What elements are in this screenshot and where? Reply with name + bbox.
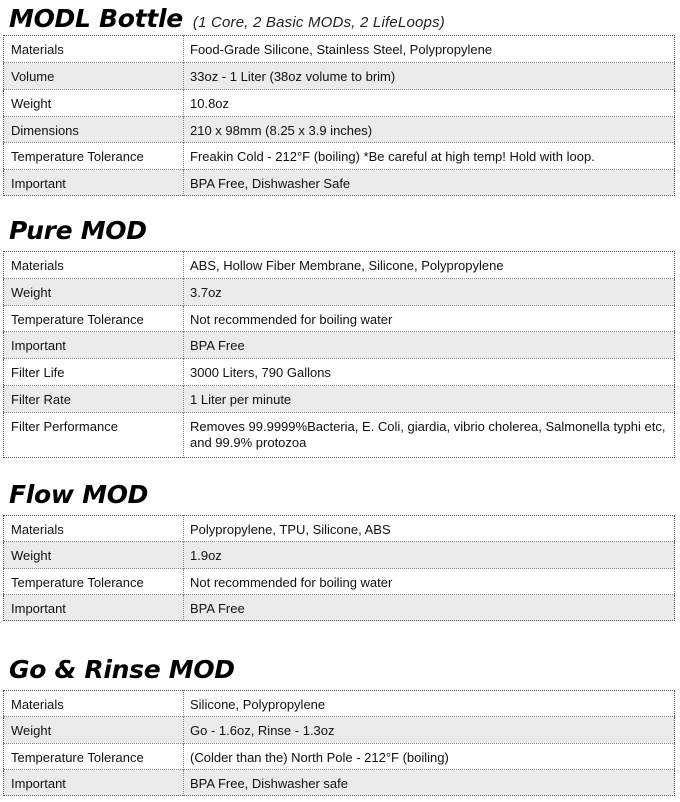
row-value: 33oz - 1 Liter (38oz volume to brim): [184, 63, 675, 90]
spec-table: [3, 35, 675, 196]
table-row: [4, 90, 675, 117]
row-label: Weight: [4, 90, 184, 117]
row-label: Materials: [11, 258, 64, 273]
row-value: Silicone, Polypropylene: [184, 691, 675, 717]
row-label: Weight: [4, 279, 184, 306]
row-label: Filter Rate: [4, 386, 184, 413]
table-row: [4, 63, 675, 90]
row-label: Weight: [4, 717, 184, 744]
row-value: Food-Grade Silicone, Stainless Steel, Polypropylene: [184, 36, 675, 63]
row-value: Freakin Cold - 212°F (boiling) *Be careful at high temp! Hold with loop.: [184, 143, 675, 170]
row-value: ABS, Hollow Fiber Membrane, Silicone, Polypropylene: [184, 252, 675, 279]
table-row: [4, 332, 675, 359]
table-row: [4, 279, 675, 306]
row-label: Temperature Tolerance: [4, 744, 184, 770]
row-value: 3.7oz: [184, 279, 675, 306]
table-row: [4, 117, 675, 143]
row-value: Removes 99.9999%Bacteria, E. Coli, giardia, vibrio cholerea, Salmonella typhi etc, and 99.9% protozoa: [184, 413, 675, 458]
table-row: [4, 36, 675, 63]
section-title: Go & Rinse MOD: [9, 655, 235, 684]
section-heading: [9, 4, 445, 33]
table-row: [4, 306, 675, 332]
table-row: [4, 516, 675, 542]
row-value: BPA Free: [184, 332, 675, 359]
table-row: [4, 359, 675, 386]
row-value: 1.9oz: [184, 542, 675, 569]
table-row: [4, 413, 675, 458]
row-value: Go - 1.6oz, Rinse - 1.3oz: [184, 717, 675, 744]
row-label: Filter Performance: [4, 413, 184, 458]
row-value: 10.8oz: [184, 90, 675, 117]
row-label: Important: [4, 332, 184, 359]
row-label: Materials: [11, 522, 64, 537]
row-value: 210 x 98mm (8.25 x 3.9 inches): [184, 117, 675, 143]
row-label: Temperature Tolerance: [4, 143, 184, 170]
table-row: [4, 744, 675, 770]
row-value: (Colder than the) North Pole - 212°F (boiling): [184, 744, 675, 770]
row-label: Volume: [4, 63, 184, 90]
spec-table: [3, 251, 675, 458]
table-row: [4, 569, 675, 595]
spec-table: [3, 690, 675, 796]
row-label: Temperature Tolerance: [4, 569, 184, 595]
row-value: BPA Free: [184, 595, 675, 621]
row-value: Polypropylene, TPU, Silicone, ABS: [184, 516, 675, 542]
row-label: Weight: [4, 542, 184, 569]
table-row: [4, 143, 675, 170]
row-value: 3000 Liters, 790 Gallons: [184, 359, 675, 386]
table-row: [4, 770, 675, 796]
row-label: Filter Life: [4, 359, 184, 386]
table-row: [4, 717, 675, 744]
row-label: Important: [4, 595, 184, 621]
table-row: [4, 386, 675, 413]
section-title: Pure MOD: [9, 216, 147, 245]
row-label: Temperature Tolerance: [4, 306, 184, 332]
row-value: BPA Free, Dishwasher Safe: [184, 170, 675, 196]
spec-table: [3, 515, 675, 621]
table-row: [4, 691, 675, 717]
table-row: [4, 542, 675, 569]
row-value: Not recommended for boiling water: [184, 306, 675, 332]
row-label: Dimensions: [4, 117, 184, 143]
row-value: BPA Free, Dishwasher safe: [184, 770, 675, 796]
table-row: [4, 595, 675, 621]
row-label: Materials: [11, 697, 64, 712]
row-value: Not recommended for boiling water: [184, 569, 675, 595]
section-subtitle: (1 Core, 2 Basic MODs, 2 LifeLoops): [192, 14, 445, 31]
table-row: [4, 170, 675, 196]
table-row: [4, 252, 675, 279]
row-label: Materials: [11, 42, 64, 57]
section-title: MODL Bottle: [9, 4, 183, 33]
row-label: Important: [4, 170, 184, 196]
row-label: Important: [4, 770, 184, 796]
section-title: Flow MOD: [9, 480, 149, 509]
row-value: 1 Liter per minute: [184, 386, 675, 413]
